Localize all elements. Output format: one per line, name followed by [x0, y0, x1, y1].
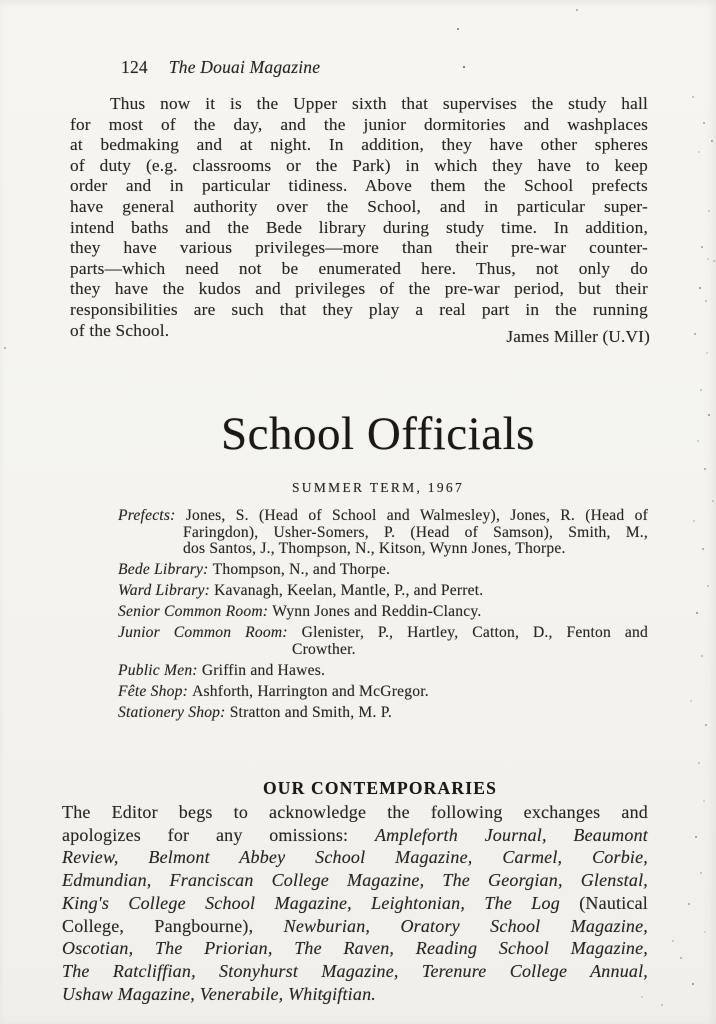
official-line: Ward Library: Kavanagh, Keelan, Mantle, P., and Perret.	[118, 582, 484, 600]
intro-line: they have various privileges—more than their pre-war counter-	[70, 238, 648, 258]
official-line: Senior Common Room: Wynn Jones and Reddin-Clancy.	[118, 603, 482, 621]
contemporaries-line: The Editor begs to acknowledge the following exchanges and	[62, 802, 648, 822]
contemporaries-line: Oscotian, The Priorian, The Raven, Reading School Magazine,	[62, 938, 648, 959]
contemporaries-line: Edmundian, Franciscan College Magazine, The Georgian, Glenstal,	[62, 870, 648, 891]
official-entry-junior-common-room	[118, 625, 648, 658]
official-line: Faringdon), Usher-Somers, P. (Head of Samson), Smith, M.,	[183, 523, 648, 541]
official-line: Prefects: Jones, S. (Head of School and Walmesley), Jones, R. (Head of	[118, 507, 648, 524]
official-entry-fete-shop	[118, 684, 648, 701]
contemporaries-line: Review, Belmont Abbey School Magazine, Carmel, Corbie,	[62, 847, 648, 868]
official-line: Public Men: Griffin and Hawes.	[118, 661, 326, 679]
official-line: Fête Shop: Ashforth, Harrington and McGregor.	[118, 683, 429, 701]
official-entry-senior-common-room	[118, 604, 648, 621]
contemporaries-line: apologizes for any omissions: Ampleforth Journal, Beaumont	[62, 824, 648, 845]
official-entry-ward-library	[118, 583, 648, 600]
scan-noise-speckles	[0, 0, 2, 2]
intro-line: at bedmaking and at night. In addition, they have other spheres	[70, 135, 648, 155]
contemporaries-paragraph	[62, 801, 648, 1005]
official-entry-bede-library	[118, 562, 648, 579]
intro-line: order and in particular tidiness. Above them the School prefects	[70, 176, 648, 196]
official-line: Junior Common Room: Glenister, P., Hartley, Catton, D., Fenton and	[118, 624, 649, 642]
official-entry-public-men	[118, 663, 648, 680]
intro-paragraph	[70, 94, 648, 341]
official-line: dos Santos, J., Thompson, N., Kitson, Wynn Jones, Thorpe.	[183, 540, 566, 557]
contemporaries-line: Ushaw Magazine, Venerabile, Whitgiftian.	[62, 983, 376, 1004]
intro-line: intend baths and the Bede library during study time. In addition,	[70, 217, 648, 237]
intro-line: of the School.	[70, 320, 170, 340]
official-entry-stationery-shop	[118, 705, 648, 722]
officials-list	[118, 508, 648, 726]
intro-line: responsibilities are such that they play a real part in the running	[70, 299, 648, 319]
official-entry-prefects	[118, 508, 648, 558]
official-line: Bede Library: Thompson, N., and Thorpe.	[118, 561, 391, 579]
running-header	[121, 57, 320, 78]
author-byline: James Miller (U.VI)	[506, 327, 650, 346]
magazine-title: The Douai Magazine	[168, 57, 321, 77]
section-title-school-officials: School Officials	[221, 408, 535, 460]
intro-line: parts—which need not be enumerated here. Thus, not only do	[70, 258, 648, 278]
official-line: Crowther.	[292, 640, 356, 658]
intro-line: for most of the day, and the junior dormitories and washplaces	[70, 114, 648, 134]
contemporaries-line: College, Pangbourne), Newburian, Oratory School Magazine,	[62, 915, 648, 936]
section-title-our-contemporaries: OUR CONTEMPORARIES	[262, 778, 498, 798]
intro-line: have general authority over the School, and in particular super-	[70, 196, 648, 216]
contemporaries-line: King's College School Magazine, Leightonian, The Log (Nautical	[62, 892, 648, 913]
page-number: 124	[121, 57, 148, 77]
contemporaries-line: The Ratcliffian, Stonyhurst Magazine, Terenure College Annual,	[62, 960, 648, 981]
intro-line: Thus now it is the Upper sixth that supervises the study hall	[110, 94, 648, 113]
intro-line: of duty (e.g. classrooms or the Park) in which they have to keep	[70, 155, 648, 175]
intro-line: they have the kudos and privileges of the pre-war period, but their	[70, 279, 648, 299]
section-subtitle-term: SUMMER TERM, 1967	[292, 480, 464, 495]
official-line: Stationery Shop: Stratton and Smith, M. P.	[118, 704, 392, 722]
